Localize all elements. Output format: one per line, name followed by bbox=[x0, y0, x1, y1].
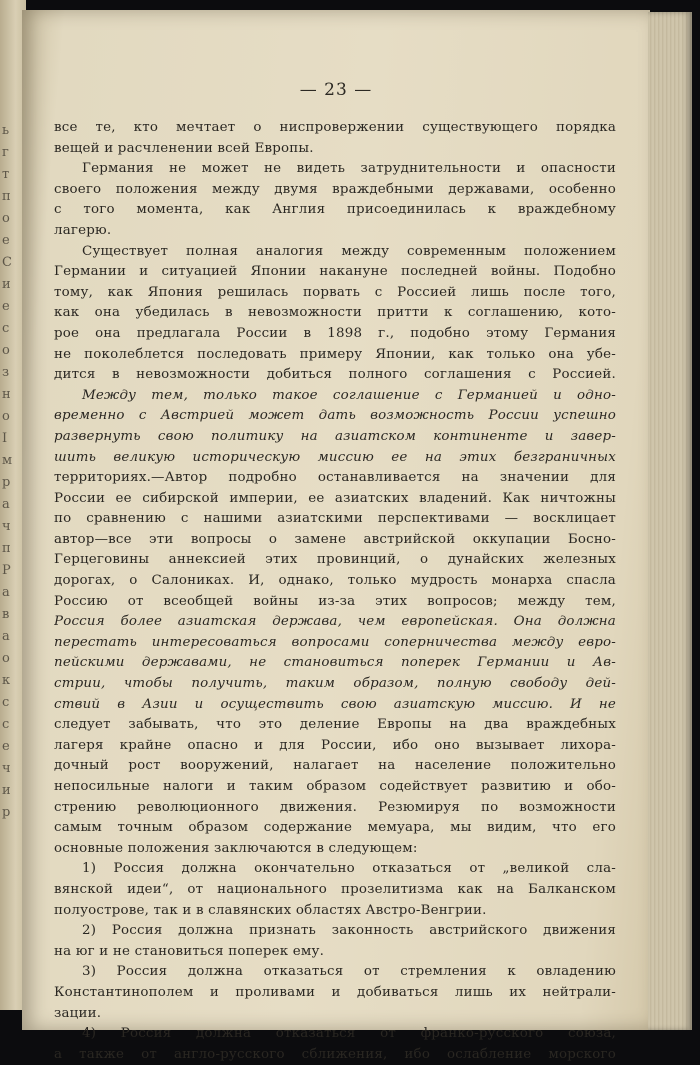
text-line: Россия более азиатская держава, чем европейская. Она должна bbox=[54, 614, 616, 630]
text-line: стрению революционного движения. Резюмируя по возможности bbox=[54, 799, 616, 815]
text-line: Герцеговины аннексией этих провинций, о дунайских железных bbox=[54, 552, 616, 568]
text-line: России ее сибирской империи, ее азиатских владений. Как ничтожны bbox=[54, 490, 616, 506]
text-line: рое она предлагала России в 1898 г., подобно этому Германия bbox=[54, 325, 616, 341]
text-line: дочный рост вооружений, налагает на население положительно bbox=[54, 758, 616, 774]
text-line: шить великую историческую миссию ее на этих безграничных bbox=[54, 449, 616, 465]
text-line: 4) Россия должна отказаться от франко-русского союза, bbox=[82, 1026, 616, 1042]
text-line: Германия не может не видеть затруднительности и опасности bbox=[82, 161, 616, 177]
text-line: лагерю. bbox=[54, 222, 112, 238]
text-line: самым точным образом содержание мемуара, мы видим, что его bbox=[54, 820, 616, 836]
text-line: стрии, чтобы получить, таким образом, полную свободу дей- bbox=[54, 676, 616, 692]
page-number: — 23 — bbox=[299, 80, 373, 100]
text-line: непосильные налоги и таким образом содействует развитию и обо- bbox=[54, 779, 616, 794]
text-line: все те, кто мечтает о ниспровержении существующего порядка bbox=[54, 120, 616, 135]
text-line: на юг и не становиться поперек ему. bbox=[54, 943, 325, 959]
text-line: своего положения между двумя враждебными державами, особенно bbox=[54, 181, 616, 197]
text-line: автор—все эти вопросы о замене австрийской оккупации Босно- bbox=[54, 531, 616, 547]
text-line: с того момента, как Англия присоединилась к враждебному bbox=[54, 202, 616, 218]
text-line: по сравнению с нашими азиатскими перспективами — восклицает bbox=[54, 511, 616, 527]
text-line: Германии и ситуацией Японии накануне последней войны. Подобно bbox=[54, 264, 616, 280]
text-line: тому, как Япония решилась порвать с Россией лишь после того, bbox=[54, 284, 616, 300]
text-line: а также от англо-русского сближения, ибо ослабление морского bbox=[54, 1046, 616, 1062]
text-line: 2) Россия должна признать законность австрийского движения bbox=[82, 923, 616, 939]
text-line: полуострове, так и в славянских областях Австро-Венгрии. bbox=[54, 902, 487, 918]
text-line: дится в невозможности добиться полного соглашения с Россией. bbox=[54, 367, 616, 383]
text-line: перестать интересоваться вопросами соперничества между евро- bbox=[54, 634, 616, 650]
text-line: дорогах, о Салониках. И, однако, только мудрость монарха спасла bbox=[54, 573, 616, 589]
text-line: основные положения заключаются в следующем: bbox=[54, 840, 418, 856]
text-line: следует забывать, что это деление Европы на два враждебных bbox=[54, 717, 616, 733]
text-line: ствий в Азии и осуществить свою азиатскую миссию. И не bbox=[54, 696, 616, 712]
text-line: развернуть свою политику на азиатском континенте и завер- bbox=[54, 428, 616, 444]
text-line: Между тем, только такое соглашение с Германией и одно- bbox=[82, 387, 616, 403]
text-line: территориях.—Автор подробно останавливается на значении для bbox=[54, 470, 616, 486]
text-line: пейскими державами, не становиться поперек Германии и Ав- bbox=[54, 655, 616, 671]
book-page bbox=[22, 10, 650, 1062]
text-line: как она убедилась в невозможности притти к соглашению, кото- bbox=[54, 305, 616, 321]
text-line: 3) Россия должна отказаться от стремления к овладению bbox=[82, 964, 616, 980]
text-line: временно с Австрией может дать возможность России успешно bbox=[54, 408, 616, 424]
text-line: 1) Россия должна окончательно отказаться от „великой сла- bbox=[82, 861, 616, 877]
text-line: Существует полная аналогия между современным положением bbox=[82, 243, 616, 259]
text-line: не поколеблется последовать примеру Японии, как только она убе- bbox=[54, 346, 616, 362]
page-body-text bbox=[54, 118, 616, 1065]
text-line: вещей и расчленении всей Европы. bbox=[54, 140, 314, 156]
left-page-text: ь г т п о е С и е с о з н о I м р а ч п Р а в а о к с с е ч и р bbox=[2, 123, 14, 820]
text-line: зации. bbox=[54, 1005, 102, 1021]
text-line: Константинополем и проливами и добиваться лишь их нейтрали- bbox=[54, 984, 616, 1000]
text-line: лагеря крайне опасно и для России, ибо оно вызывает лихора- bbox=[54, 737, 616, 753]
text-line: вянской идеи“, от национального прозелитизма как на Балканском bbox=[54, 881, 616, 897]
text-line: Россию от всеобщей войны из-за этих вопросов; между тем, bbox=[54, 593, 616, 609]
page-stack-edge bbox=[648, 12, 692, 1030]
